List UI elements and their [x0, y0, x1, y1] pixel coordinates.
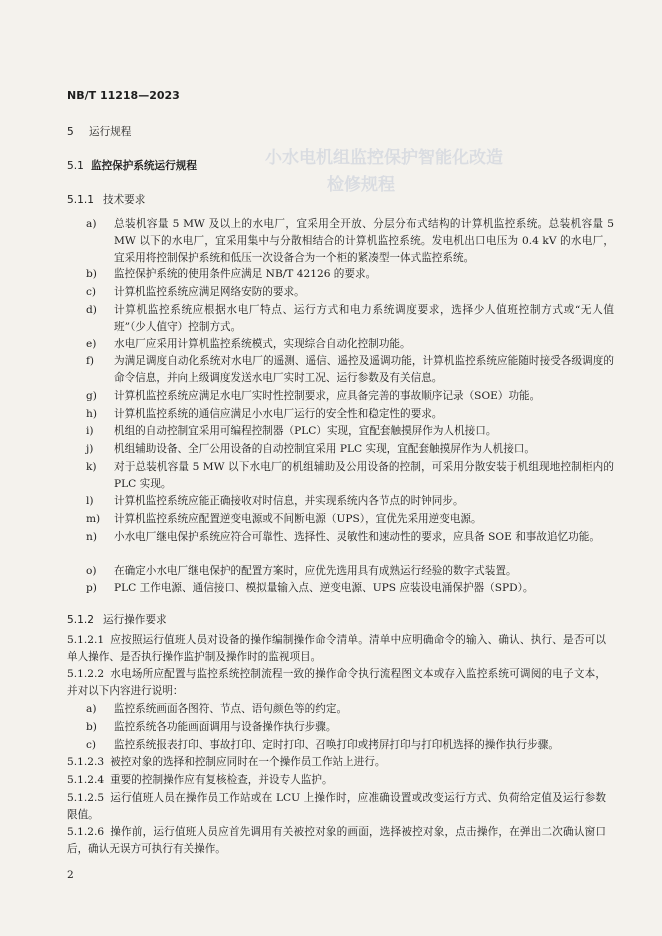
item-text: 监控系统各功能画面调用与设备操作执行步骤。: [114, 721, 337, 733]
item-label: g): [86, 390, 97, 402]
bleed-through-title-2: 检修规程: [327, 175, 395, 195]
item-label: p): [86, 582, 97, 594]
clause-number: 5.1.2.5: [67, 792, 105, 804]
section-5-1-2-number: 5.1.2: [67, 614, 94, 626]
section-5-1-1-number: 5.1.1: [67, 194, 94, 206]
clause-number: 5.1.2.2: [67, 668, 105, 680]
item-text: 计算机监控系统应能正确接收对时信息，并实现系统内各节点的时钟同步。: [114, 495, 464, 507]
item-label: k): [86, 461, 97, 473]
clause-5-1-2-3: [67, 754, 606, 771]
item-label: h): [86, 408, 97, 420]
bleed-through-title-1: 小水电机组监控保护智能化改造: [265, 148, 503, 168]
item-text: 总装机容量 5 MW 及以上的水电厂，宜采用全开放、分层分布式结构的计算机监控系统。总装机容量 5 MW 以下的水电厂，宜采用集中与分散相结合的计算机监控系统。发电机出口电压为 0.4 kV 的水电厂，宜采用将控制保护系统和低压一次设备合为一个柜的紧凑型一体式监控系统。: [114, 218, 614, 264]
item-text: 小水电厂继电保护系统应符合可靠性、选择性、灵敏性和速动性的要求，应具备 SOE 和事故追忆功能。: [114, 531, 600, 543]
item-text: 监控保护系统的使用条件应满足 NB/T 42126 的要求。: [114, 268, 377, 280]
item-label: n): [86, 531, 97, 543]
clause-5-1-2-5: [67, 790, 606, 824]
item-text: 在确定小水电厂继电保护的配置方案时，应优先选用具有成熟运行经验的数字式装置。: [114, 565, 517, 577]
clause-number: 5.1.2.4: [67, 774, 105, 786]
item-label: c): [86, 739, 97, 751]
clause-5-1-2-6: [67, 824, 606, 858]
section-5-1-2-title: 运行操作要求: [103, 614, 167, 626]
item-label: f): [86, 355, 95, 367]
item-text: 计算机监控系统应满足网络安防的要求。: [114, 286, 305, 298]
item-label: m): [86, 513, 101, 525]
clause-5-1-2-2: [67, 666, 606, 700]
item-label: e): [86, 338, 97, 350]
clause-text: 应按照运行值班人员对设备的操作编制操作命令清单。清单中应明确命令的输入、确认、执行、是否可以单人操作、是否执行操作监护制及操作时的监视项目。: [67, 634, 606, 663]
item-text: 机组辅助设备、全厂公用设备的自动控制宜采用 PLC 实现，宜配套触摸屏作为人机接口。: [114, 443, 535, 455]
item-text: 水电厂应采用计算机监控系统模式，实现综合自动化控制功能。: [114, 338, 411, 350]
item-label: l): [86, 495, 94, 507]
section-5-title: 运行规程: [89, 126, 132, 138]
item-text: 计算机监控系统应满足水电厂实时性控制要求，应具备完善的事故顺序记录（SOE）功能。: [114, 390, 541, 402]
clause-5-1-2-4: [67, 772, 606, 789]
item-label: o): [86, 565, 97, 577]
clause-5-1-2-1: [67, 632, 606, 666]
item-label: b): [86, 721, 97, 733]
item-text: 对于总装机容量 5 MW 以下水电厂的机组辅助及公用设备的控制，可采用分散安装于机组现地控制柜内的 PLC 实现。: [114, 461, 614, 490]
item-label: a): [86, 703, 97, 715]
item-label: d): [86, 304, 97, 316]
item-text: 监控系统画面各图符、节点、语句颜色等的约定。: [114, 703, 348, 715]
item-text: 机组的自动控制宜采用可编程控制器（PLC）实现，宜配套触摸屏作为人机接口。: [114, 425, 497, 437]
section-5-1-title: 监控保护系统运行规程: [91, 160, 197, 172]
section-5-number: 5: [67, 126, 74, 138]
clause-number: 5.1.2.6: [67, 826, 105, 838]
clause-text: 运行值班人员在操作员工作站或在 LCU 上操作时，应准确设置或改变运行方式、负荷给定值及运行参数限值。: [67, 792, 606, 821]
clause-text: 重要的控制操作应有复核检查，并设专人监护。: [110, 774, 333, 786]
clause-text: 操作前，运行值班人员应首先调用有关被控对象的画面，选择被控对象，点击操作，在弹出二次确认窗口后，确认无误方可执行有关操作。: [67, 826, 606, 855]
item-text: 为满足调度自动化系统对水电厂的遥测、遥信、遥控及遥调功能，计算机监控系统应能随时接受各级调度的命令信息，并向上级调度发送水电厂实时工况、运行参数及有关信息。: [114, 355, 614, 384]
item-label: b): [86, 268, 97, 280]
section-5-1-1-title: 技术要求: [103, 194, 146, 206]
section-5-1-1-heading: [67, 192, 145, 207]
item-label: c): [86, 286, 97, 298]
item-label: a): [86, 218, 97, 230]
item-text: PLC 工作电源、通信接口、模拟量输入点、逆变电源、UPS 应装设电涌保护器（SPD）。: [114, 582, 534, 594]
item-text: 计算机监控系统的通信应满足小水电厂运行的安全性和稳定性的要求。: [114, 408, 443, 420]
page-number: 2: [67, 869, 74, 881]
section-5-1-number: 5.1: [67, 160, 84, 172]
item-text: 监控系统报表打印、事故打印、定时打印、召唤打印或拷屏打印与打印机选择的操作执行步骤。: [114, 739, 559, 751]
clause-number: 5.1.2.1: [67, 634, 105, 646]
item-label: i): [86, 425, 94, 437]
section-5-1-2-heading: [67, 612, 167, 627]
item-label: j): [86, 443, 94, 455]
standard-code-header: NB/T 11218—2023: [67, 89, 180, 102]
clause-text: 被控对象的选择和控制应同时在一个操作员工作站上进行。: [110, 756, 386, 768]
section-5-heading: [67, 124, 131, 139]
clause-text: 水电场所应配置与监控系统控制流程一致的操作命令执行流程图文本或存入监控系统可调阅的电子文本，并对以下内容进行说明：: [67, 668, 606, 697]
item-text: 计算机监控系统应配置逆变电源或不间断电源（UPS），宜优先采用逆变电源。: [114, 513, 482, 525]
section-5-1-heading: [67, 158, 197, 173]
item-text: 计算机监控系统应根据水电厂特点、运行方式和电力系统调度要求，选择少人值班控制方式或“无人值班”（少人值守）控制方式。: [114, 304, 614, 333]
clause-number: 5.1.2.3: [67, 756, 105, 768]
